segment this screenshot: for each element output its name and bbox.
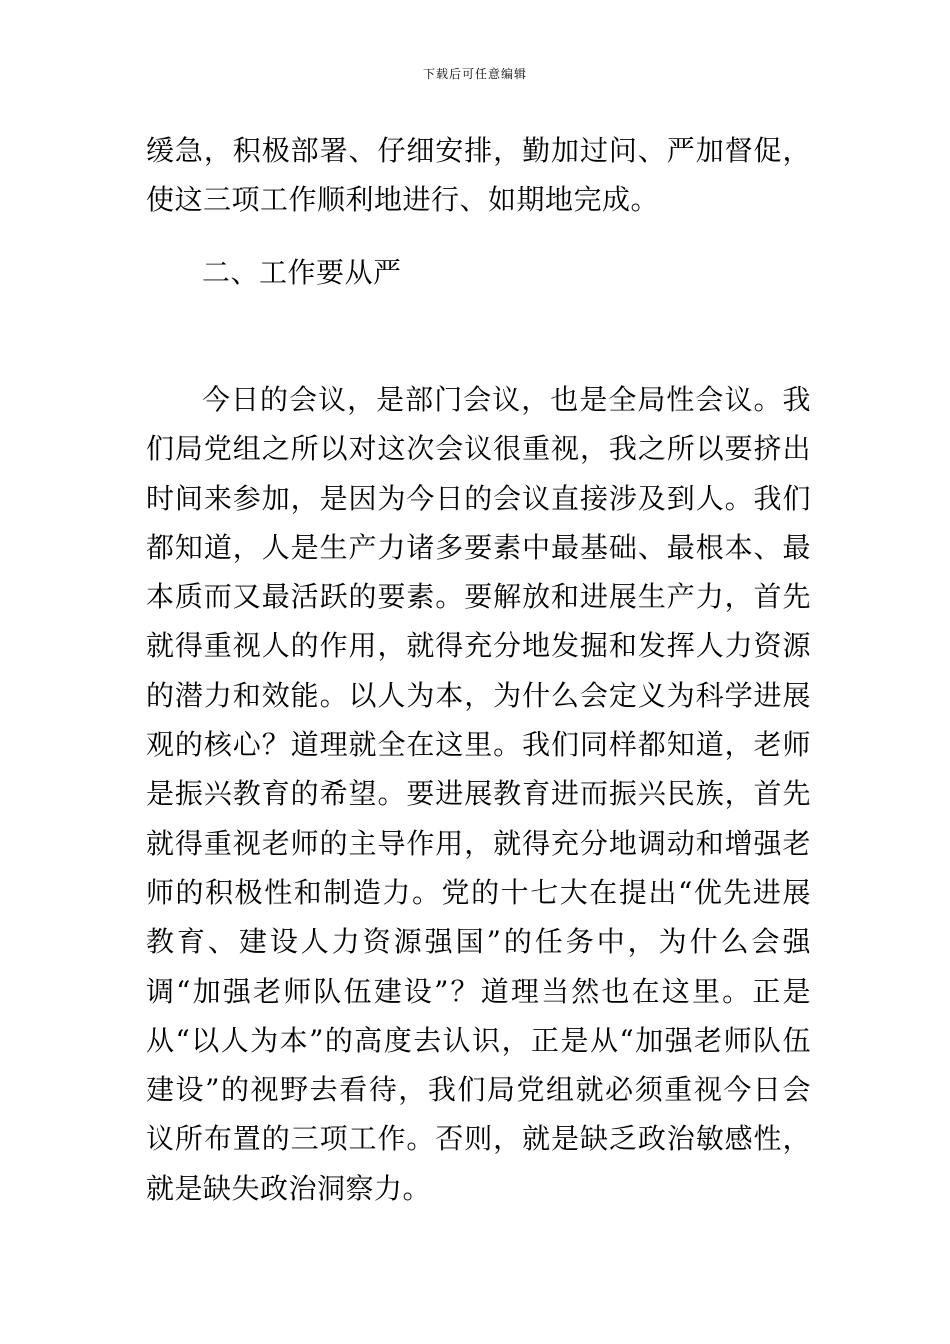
paragraph-main: 今日的会议，是部门会议，也是全局性会议。我们局党组之所以对这次会议很重视，我之所以要挤出时间来参加，是因为今日的会议直接涉及到人。我们都知道，人是生产力诸多要素中最基础、最根本、最本质而又最活跃的要素。要解放和进展生产力，首先就得重视人的作用，就得充分地发掘和发挥人力资源的潜力和效能。以人为本，为什么会定义为科学进展观的核心？道理就全在这里。我们同样都知道，老师是振兴教育的希望。要进展教育进而振兴民族，首先就得重视老师的主导作用，就得充分地调动和增强老师的积极性和制造力。党的十七大在提出“优先进展教育、建设人力资源强国”的任务中，为什么会强调“加强老师队伍建设”？道理当然也在这里。正是从“以人为本”的高度去认识，正是从“加强老师队伍建设”的视野去看待，我们局党组就必须重视今日会议所布置的三项工作。否则，就是缺乏政治敏感性，就是缺失政治洞察力。 [146, 383, 811, 1205]
section-heading: 二、工作要从严 [202, 256, 402, 289]
page-header-note: 下载后可任意编辑 [422, 67, 527, 81]
paragraph-continued: 缓急，积极部署、仔细安排，勤加过问、严加督促，使这三项工作顺利地进行、如期地完成。 [146, 134, 811, 217]
